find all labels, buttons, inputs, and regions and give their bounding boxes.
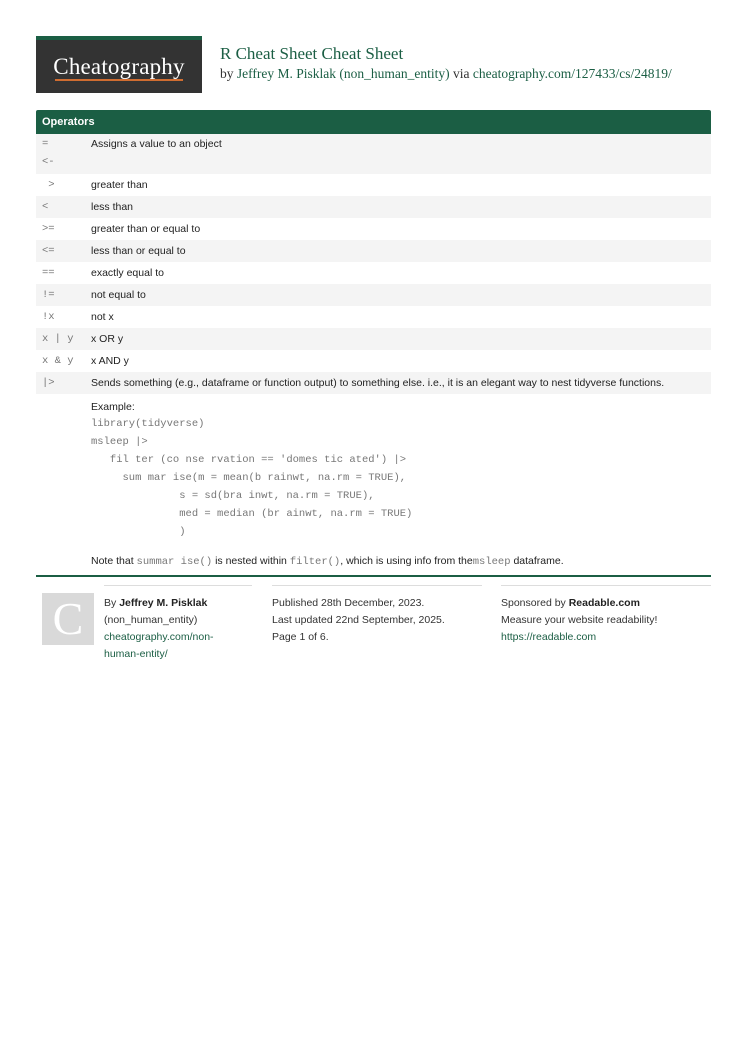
footer-dates <box>272 585 482 646</box>
operator-cell: < <box>42 201 49 213</box>
example-label: Example: <box>91 401 135 413</box>
example-cell <box>91 399 711 569</box>
note-prefix: Note that <box>91 555 134 567</box>
operator-cell: x & y <box>42 355 74 367</box>
code-line: msleep |> <box>91 436 148 448</box>
operator-cell: > <box>42 179 55 191</box>
page-number: Page 1 of 6. <box>272 631 329 643</box>
code-line: fil ter (co nse rvation == 'domes tic ated') |> <box>91 454 407 466</box>
page-title: R Cheat Sheet Cheat Sheet <box>220 44 404 63</box>
footer-author-handle: (non_human_entity) <box>104 614 198 626</box>
updated-date: Last updated 22nd September, 2025. <box>272 614 445 626</box>
description-cell: not equal to <box>91 289 146 301</box>
operator-row-pipe <box>36 372 711 394</box>
operator-cell: <= <box>42 245 55 257</box>
operator-row <box>36 174 711 196</box>
author-link[interactable]: Jeffrey M. Pisklak (non_human_entity) <box>236 66 450 81</box>
note-code-filter: filter() <box>289 556 341 568</box>
operator-cell: == <box>42 267 55 279</box>
operator-row <box>36 218 711 240</box>
note-suffix: dataframe. <box>513 555 564 567</box>
note-code-summarise: summar ise() <box>136 556 213 568</box>
description-cell: Sends something (e.g., dataframe or function output) to something else. i.e., it is an elegant way to nest tidyverse functions. <box>91 377 665 389</box>
spacer <box>91 541 711 553</box>
byline-via: via <box>452 66 470 81</box>
published-date: Published 28th December, 2023. <box>272 597 425 609</box>
code-line: med = median (br ainwt, na.rm = TRUE) <box>91 508 413 520</box>
description-cell: exactly equal to <box>91 267 164 279</box>
operator-row <box>36 262 711 284</box>
assign-description: Assigns a value to an object <box>91 138 222 150</box>
code-line: ) <box>91 526 186 538</box>
code-line: sum mar ise(m = mean(b rainwt, na.rm = TRUE), <box>91 472 407 484</box>
operator-cell: x | y <box>42 333 74 345</box>
example-note <box>91 553 711 569</box>
operator-row <box>36 284 711 306</box>
operator-cell <box>36 135 91 171</box>
footer-by: By <box>104 597 117 609</box>
operator-cell: |> <box>42 377 55 389</box>
section-title: Operators <box>36 110 711 134</box>
description-cell: less than or equal to <box>91 245 186 257</box>
operator-row <box>36 350 711 372</box>
sponsor-name[interactable]: Readable.com <box>568 597 640 609</box>
logo-underline <box>55 79 182 81</box>
footer-author <box>104 585 252 663</box>
code-line: s = sd(bra inwt, na.rm = TRUE), <box>91 490 375 502</box>
operator-cell-empty <box>36 399 91 569</box>
sponsor-tagline: Measure your website readability! <box>501 614 658 626</box>
operator-row <box>36 240 711 262</box>
logo-text: Cheatography <box>53 53 185 79</box>
sponsored-prefix: Sponsored by <box>501 597 566 609</box>
description-cell: less than <box>91 201 134 213</box>
operator-row <box>36 196 711 218</box>
operator-row <box>36 306 711 328</box>
operator-cell: !x <box>42 311 55 323</box>
description-cell: x OR y <box>91 333 124 345</box>
operator-row <box>36 328 711 350</box>
description-cell: x AND y <box>91 355 129 367</box>
description-cell <box>91 135 711 171</box>
avatar-letter: C <box>52 593 84 644</box>
operator-cell: >= <box>42 223 55 235</box>
description-cell: not x <box>91 311 114 323</box>
operator-row-assign <box>36 134 711 174</box>
author-avatar[interactable] <box>42 593 94 645</box>
code-line: library(tidyverse) <box>91 418 205 430</box>
note-mid: is nested within <box>215 555 287 567</box>
page-footer <box>36 585 711 665</box>
footer-author-link-cont[interactable]: human-entity/ <box>104 648 168 660</box>
operator-cell: != <box>42 289 55 301</box>
example-row <box>36 394 711 575</box>
operator-equals: = <box>42 138 49 150</box>
footer-author-link[interactable]: cheatography.com/non- <box>104 631 214 643</box>
sheet-url-link[interactable]: cheatography.com/127433/cs/24819/ <box>472 66 672 81</box>
note-code-msleep: msleep <box>472 556 511 568</box>
byline-by: by <box>220 66 234 81</box>
sponsor-link[interactable]: https://readable.com <box>501 631 597 643</box>
description-cell: greater than <box>91 179 148 191</box>
description-cell: greater than or equal to <box>91 223 201 235</box>
footer-sponsor <box>501 585 711 646</box>
cheatography-logo[interactable] <box>36 36 202 93</box>
operator-arrow: <- <box>42 156 55 168</box>
footer-author-name[interactable]: Jeffrey M. Pisklak <box>119 597 208 609</box>
byline <box>220 66 672 82</box>
note-mid2: , which is using info from the <box>340 555 473 567</box>
operators-section <box>36 110 711 577</box>
